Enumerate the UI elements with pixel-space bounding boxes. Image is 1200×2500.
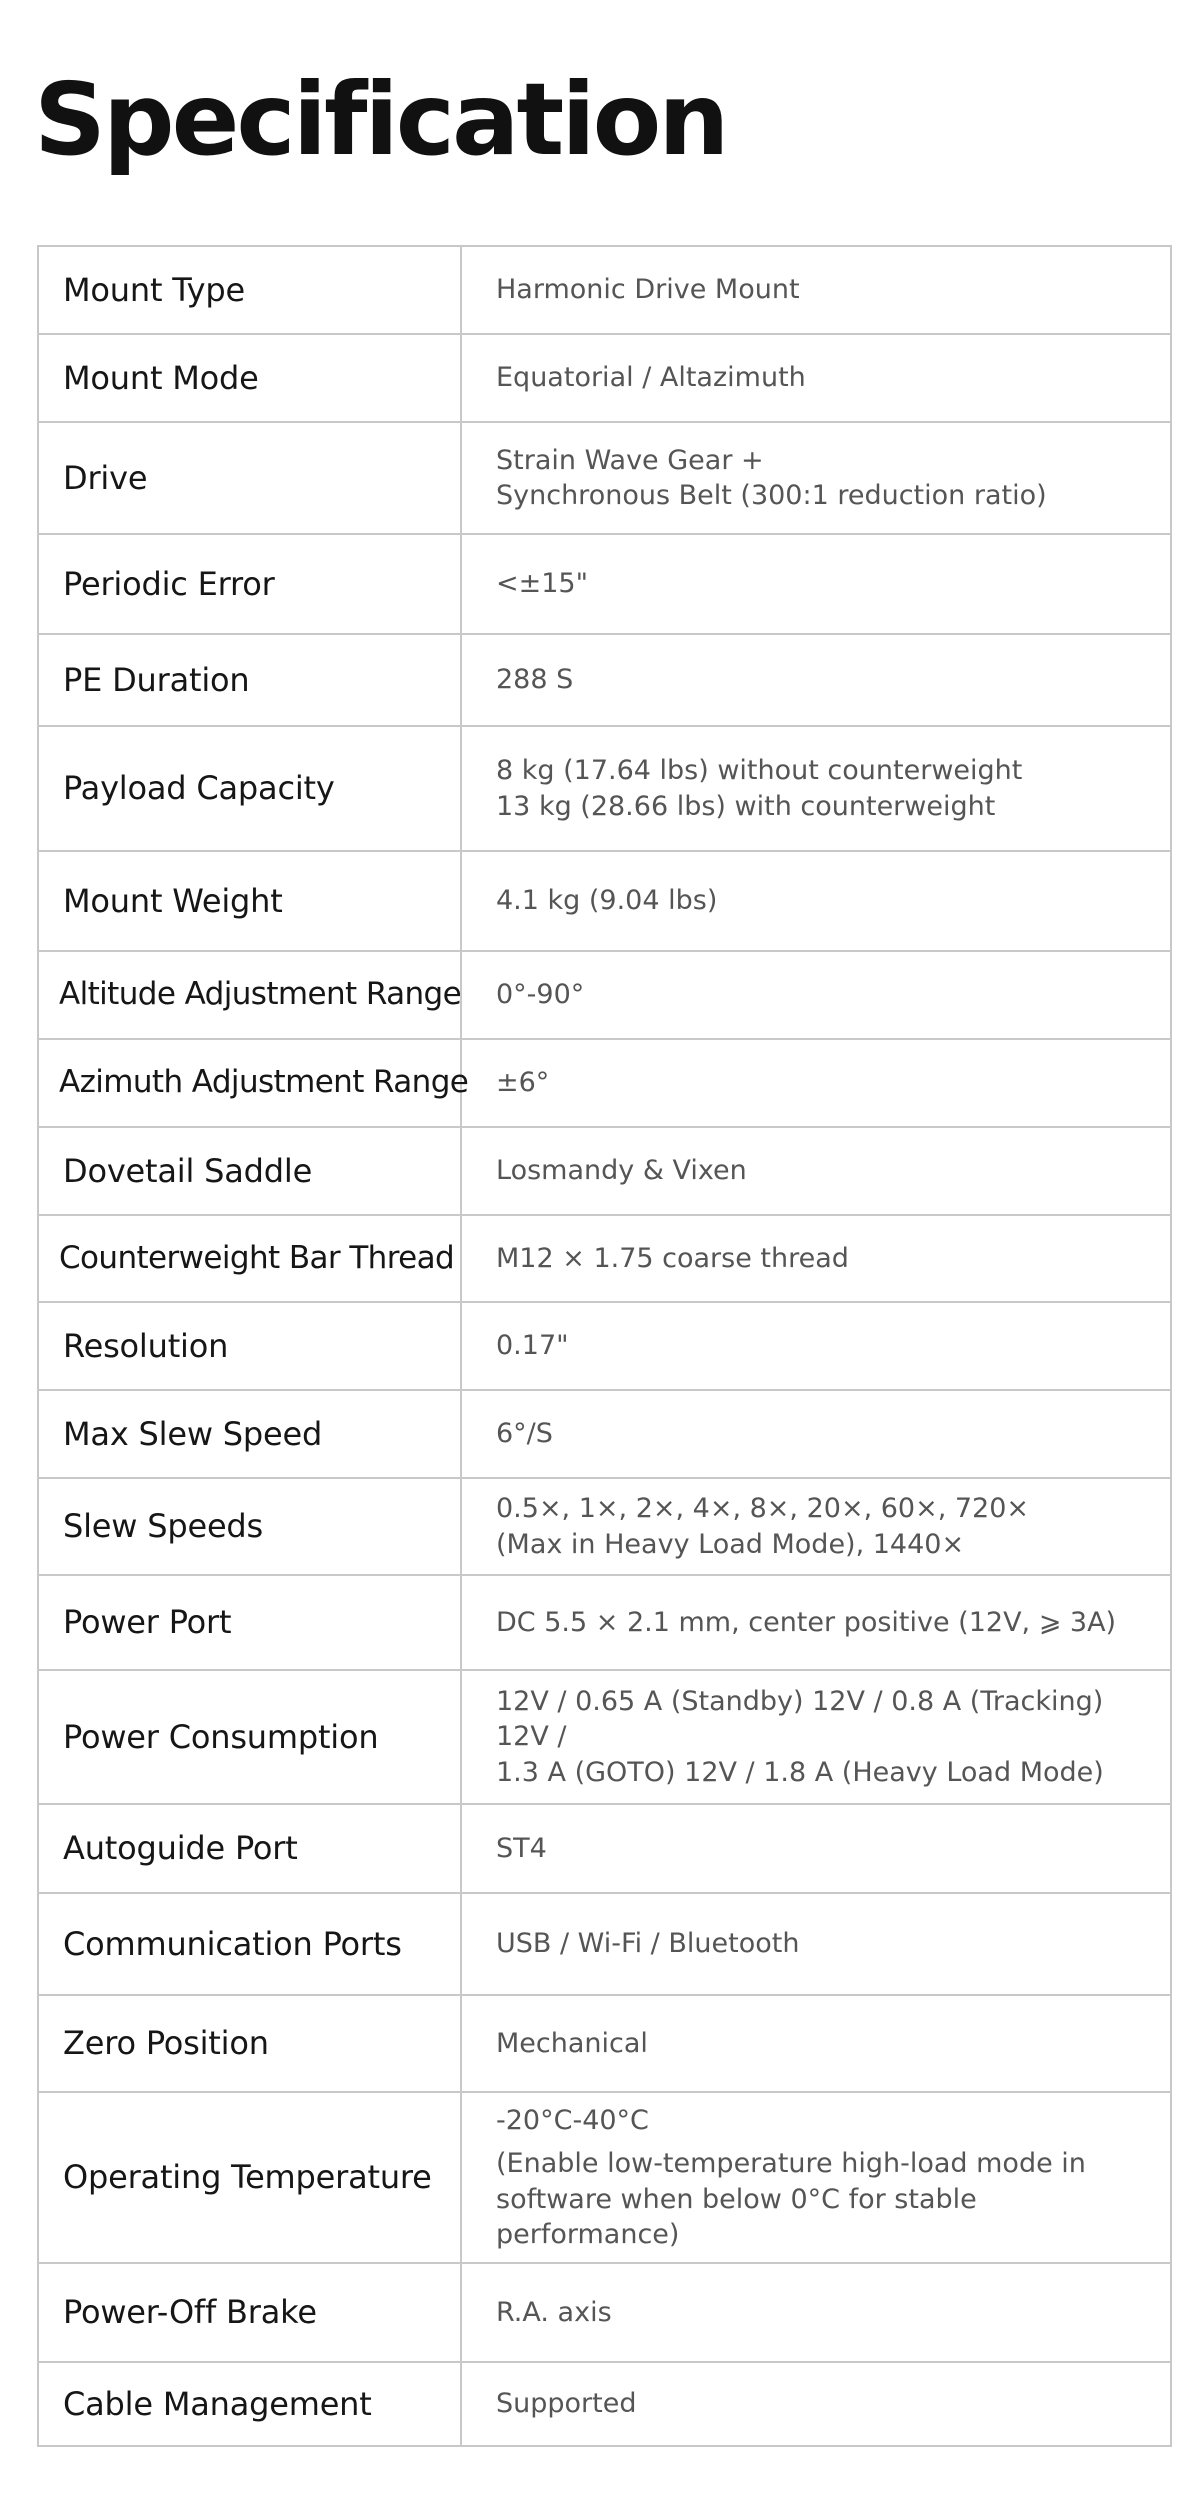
spec-value: Harmonic Drive Mount: [461, 246, 1171, 334]
spec-row-counterweight-thread: [38, 1215, 1171, 1302]
spec-label: PE Duration: [38, 634, 461, 726]
spec-row-communication-ports: [38, 1893, 1171, 1995]
spec-row-cable-management: [38, 2362, 1171, 2446]
spec-row-azimuth-range: [38, 1039, 1171, 1127]
spec-row-zero-position: [38, 1995, 1171, 2092]
spec-value: 4.1 kg (9.04 lbs): [461, 851, 1171, 951]
spec-label: Drive: [38, 422, 461, 534]
spec-label: Mount Mode: [38, 334, 461, 422]
spec-value: -20°C-40°C (Enable low-temperature high-load mode in software when below 0°C for stable performance): [461, 2092, 1171, 2263]
spec-table: [37, 245, 1172, 2447]
spec-label: Mount Type: [38, 246, 461, 334]
spec-label: Slew Speeds: [38, 1478, 461, 1575]
spec-value: Mechanical: [461, 1995, 1171, 2092]
spec-row-resolution: [38, 1302, 1171, 1390]
spec-label: Resolution: [38, 1302, 461, 1390]
spec-label: Altitude Adjustment Range: [38, 951, 461, 1039]
spec-value: ±6°: [461, 1039, 1171, 1127]
spec-value: 6°/S: [461, 1390, 1171, 1478]
spec-row-operating-temperature: [38, 2092, 1171, 2263]
spec-label: Dovetail Saddle: [38, 1127, 461, 1215]
spec-value: DC 5.5 × 2.1 mm, center positive (12V, ⩾ 3A): [461, 1575, 1171, 1670]
spec-label: Azimuth Adjustment Range: [38, 1039, 461, 1127]
spec-value: R.A. axis: [461, 2263, 1171, 2362]
spec-label: Periodic Error: [38, 534, 461, 634]
spec-row-mount-weight: [38, 851, 1171, 951]
spec-value: Strain Wave Gear + Synchronous Belt (300:1 reduction ratio): [461, 422, 1171, 534]
spec-row-periodic-error: [38, 534, 1171, 634]
spec-label: Power-Off Brake: [38, 2263, 461, 2362]
spec-value: <±15": [461, 534, 1171, 634]
spec-value: 8 kg (17.64 lbs) without counterweight 13 kg (28.66 lbs) with counterweight: [461, 726, 1171, 851]
spec-label: Operating Temperature: [38, 2092, 461, 2263]
spec-value: Losmandy & Vixen: [461, 1127, 1171, 1215]
spec-value: ST4: [461, 1804, 1171, 1893]
spec-label: Communication Ports: [38, 1893, 461, 1995]
spec-row-dovetail-saddle: [38, 1127, 1171, 1215]
spec-label: Autoguide Port: [38, 1804, 461, 1893]
spec-row-pe-duration: [38, 634, 1171, 726]
spec-row-payload-capacity: [38, 726, 1171, 851]
spec-value: Equatorial / Altazimuth: [461, 334, 1171, 422]
spec-label: Counterweight Bar Thread: [38, 1215, 461, 1302]
spec-row-mount-mode: [38, 334, 1171, 422]
page-title: Specification: [34, 61, 727, 178]
spec-value: 288 S: [461, 634, 1171, 726]
spec-value: 0.17": [461, 1302, 1171, 1390]
spec-label: Cable Management: [38, 2362, 461, 2446]
spec-value: 0°-90°: [461, 951, 1171, 1039]
spec-label: Payload Capacity: [38, 726, 461, 851]
spec-row-power-consumption: [38, 1670, 1171, 1804]
spec-row-power-off-brake: [38, 2263, 1171, 2362]
spec-label: Mount Weight: [38, 851, 461, 951]
spec-value: USB / Wi-Fi / Bluetooth: [461, 1893, 1171, 1995]
spec-row-max-slew-speed: [38, 1390, 1171, 1478]
spec-row-power-port: [38, 1575, 1171, 1670]
spec-value: 0.5×, 1×, 2×, 4×, 8×, 20×, 60×, 720× (Max in Heavy Load Mode), 1440×: [461, 1478, 1171, 1575]
spec-label: Power Port: [38, 1575, 461, 1670]
spec-label: Power Consumption: [38, 1670, 461, 1804]
spec-row-drive: [38, 422, 1171, 534]
spec-row-altitude-range: [38, 951, 1171, 1039]
spec-row-mount-type: [38, 246, 1171, 334]
spec-label: Zero Position: [38, 1995, 461, 2092]
spec-value: M12 × 1.75 coarse thread: [461, 1215, 1171, 1302]
spec-row-autoguide-port: [38, 1804, 1171, 1893]
spec-label: Max Slew Speed: [38, 1390, 461, 1478]
spec-value: 12V / 0.65 A (Standby) 12V / 0.8 A (Tracking) 12V / 1.3 A (GOTO) 12V / 1.8 A (Heavy Load Mode): [461, 1670, 1171, 1804]
spec-row-slew-speeds: [38, 1478, 1171, 1575]
spec-value: Supported: [461, 2362, 1171, 2446]
